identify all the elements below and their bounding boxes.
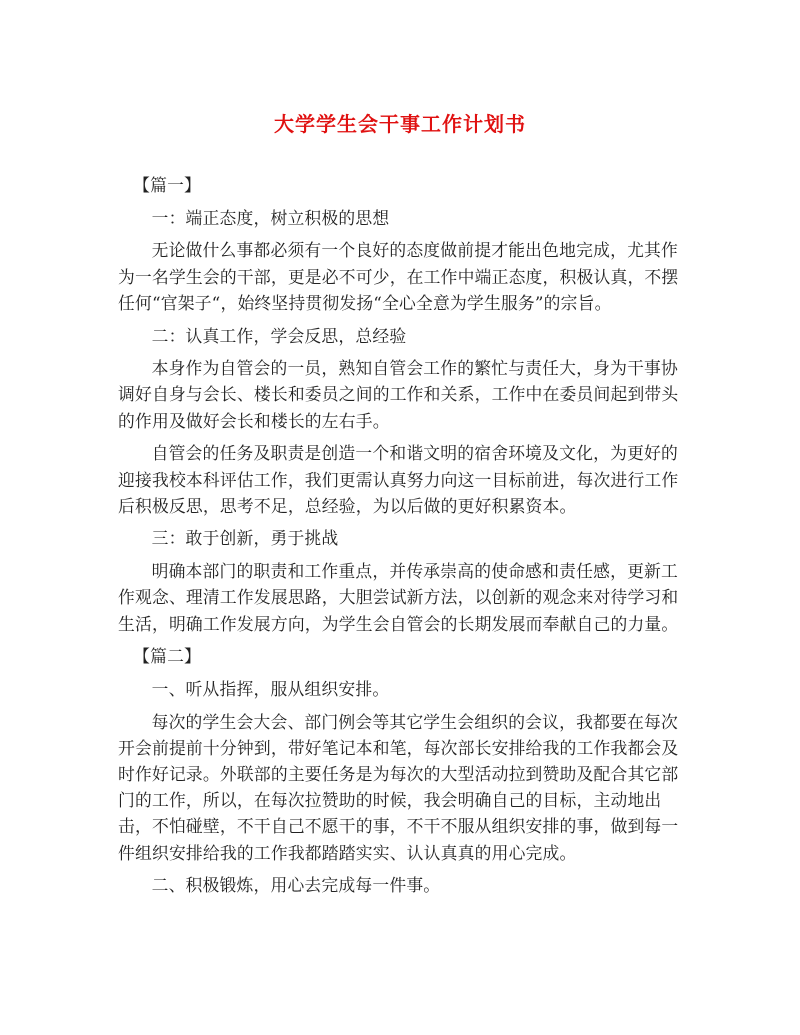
heading-1-2: 二：认真工作，学会反思，总经验 <box>151 325 407 346</box>
paragraph: 本身作为自管会的一员，熟知自管会工作的繁忙与责任大，身为干事协调好自身与会长、楼长和委员之间的工作和关系，工作中在委员间起到带头的作用及做好会长和楼长的左右手。 <box>118 358 679 431</box>
paragraph: 无论做什么事都必须有一个良好的态度做前提才能出色地完成，尤其作为一名学生会的干部，更是必不可少，在工作中端正态度，积极认真，不摆任何“官架子“，始终坚持贯彻发扬“全心全意为学生服务”的宗旨。 <box>118 240 679 313</box>
section-label-1: 【篇一】 <box>133 175 202 195</box>
heading-2-1: 一、听从指挥，服从组织安排。 <box>151 678 390 699</box>
heading-2-2: 二、积极锻炼，用心去完成每一件事。 <box>151 875 441 896</box>
heading-1-1: 一：端正态度，树立积极的思想 <box>151 207 390 228</box>
paragraph: 自管会的任务及职责是创造一个和谐文明的宿舍环境及文化，为更好的迎接我校本科评估工作，我们更需认真努力向这一目标前进，每次进行工作后积极反思，思考不足，总经验，为以后做的更好积累资本。 <box>118 443 679 516</box>
section-label-2: 【篇二】 <box>133 646 202 667</box>
paragraph: 每次的学生会大会、部门例会等其它学生会组织的会议，我都要在每次开会前提前十分钟到，带好笔记本和笔，每次部长安排给我的工作我都会及时作好记录。外联部的主要任务是为每次的大型活动拉到赞助及配合其它部门的工作，所以，在每次拉赞助的时候，我会明确自己的目标，主动地出击，不怕碰壁，不干自己不愿干的事，不干不服从组织安排的事，做到每一件组织安排给我的工作我都踏踏实实、认认真真的用心完成。 <box>118 711 679 863</box>
document-title: 大学学生会干事工作计划书 <box>274 112 526 136</box>
document-body <box>118 172 680 905</box>
heading-1-3: 三：敢于创新，勇于挑战 <box>151 528 339 549</box>
paragraph: 明确本部门的职责和工作重点，并传承崇高的使命感和责任感，更新工作观念、理清工作发展思路，大胆尝试新方法，以创新的观念来对待学习和生活，明确工作发展方向，为学生会自管会的长期发展而奉献自己的力量。 <box>118 561 679 634</box>
